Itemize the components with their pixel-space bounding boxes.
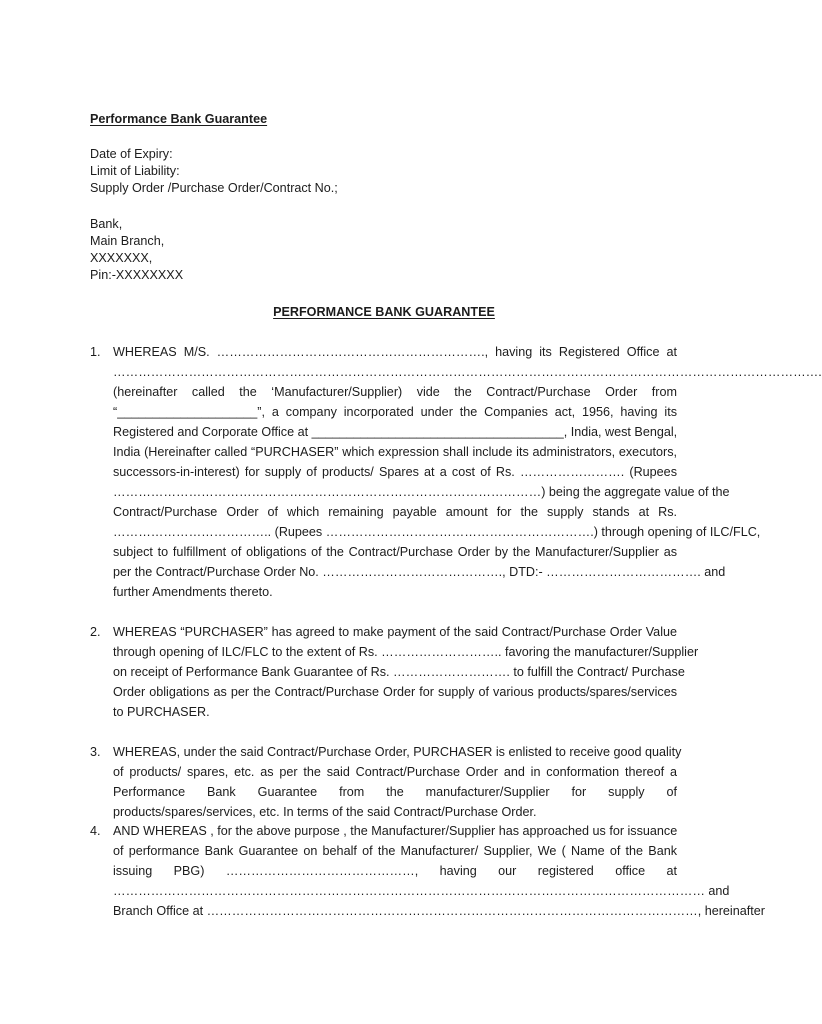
address-pin: Pin:-XXXXXXXX bbox=[90, 268, 184, 282]
clause-line: of performance Bank Guarantee on behalf of the Manufacturer/ Supplier, We ( Name of the Bank bbox=[113, 844, 677, 858]
clause-number: 1. bbox=[90, 345, 101, 359]
clause-line: successors-in-interest) for supply of products/ Spares at a cost of Rs. ……………………. (Rupees bbox=[113, 465, 677, 479]
clause-line: further Amendments thereto. bbox=[113, 585, 273, 599]
clause-line: AND WHEREAS , for the above purpose , the Manufacturer/Supplier has approached us for issuance bbox=[113, 824, 678, 838]
clause-4-text bbox=[113, 821, 765, 921]
clause-1-text bbox=[113, 342, 822, 602]
clause-number: 4. bbox=[90, 824, 101, 838]
clause-line: “____________________”, a company incorporated under the Companies act, 1956, having its bbox=[113, 405, 677, 419]
clause-line: ……………………………………………………………………………………………………………………………………………………. bbox=[113, 365, 822, 379]
address-branch: Main Branch, bbox=[90, 234, 165, 248]
address-bank: Bank, bbox=[90, 217, 123, 231]
limit-of-liability-field: Limit of Liability: bbox=[90, 164, 180, 178]
clause-line: to PURCHASER. bbox=[113, 705, 210, 719]
clause-line: on receipt of Performance Bank Guarantee of Rs. ………………………. to fulfill the Contract/ Purchase bbox=[113, 665, 685, 679]
clause-line: …………………………………………………………………………………………) being the aggregate value of the bbox=[113, 485, 730, 499]
clause-line: issuing PBG) ………………………………………, having our registered office at bbox=[113, 864, 677, 878]
clause-line: WHEREAS, under the said Contract/Purchase Order, PURCHASER is enlisted to receive good quality bbox=[113, 745, 682, 759]
clause-line: Performance Bank Guarantee from the manufacturer/Supplier for supply of bbox=[113, 785, 677, 799]
clause-line: through opening of ILC/FLC to the extent of Rs. ……………………….. favoring the manufacturer/Supplier bbox=[113, 645, 699, 659]
date-of-expiry-field: Date of Expiry: bbox=[90, 147, 173, 161]
clause-line: subject to fulfillment of obligations of the Contract/Purchase Order by the Manufacturer/Supplier as bbox=[113, 545, 677, 559]
clause-line: Registered and Corporate Office at ____________________________________, India, west Bengal, bbox=[113, 425, 678, 439]
clause-line: …………………………………………………………………………………………………………………………… and bbox=[113, 884, 730, 898]
clause-line: of products/ spares, etc. as per the said Contract/Purchase Order and in conformation thereof a bbox=[113, 765, 677, 779]
clause-line: per the Contract/Purchase Order No. ……………………………………., DTD:- ………………………………. and bbox=[113, 565, 726, 579]
section-heading: PERFORMANCE BANK GUARANTEE bbox=[273, 305, 495, 319]
clause-line: ……………………………….. (Rupees ……………………………………………………….) through opening of ILC/FLC, bbox=[113, 525, 761, 539]
clause-3-text bbox=[113, 742, 682, 822]
clause-line: WHEREAS “PURCHASER” has agreed to make payment of the said Contract/Purchase Order Value bbox=[113, 625, 677, 639]
clause-line: Contract/Purchase Order of which remaining payable amount for the supply stands at Rs. bbox=[113, 505, 677, 519]
clause-line: WHEREAS M/S. ………………………………………………………., having its Registered Office at bbox=[113, 345, 677, 359]
clause-line: Branch Office at ………………………………………………………………………………………………………, hereinafter bbox=[113, 904, 765, 918]
clause-line: India (Hereinafter called “PURCHASER” which expression shall include its administrators, executors, bbox=[113, 445, 677, 459]
clause-number: 3. bbox=[90, 745, 101, 759]
clause-number: 2. bbox=[90, 625, 101, 639]
address-city: XXXXXXX, bbox=[90, 251, 153, 265]
clause-2-text bbox=[113, 622, 699, 722]
clause-line: Order obligations as per the Contract/Purchase Order for supply of various products/spares/services bbox=[113, 685, 677, 699]
document-title: Performance Bank Guarantee bbox=[90, 112, 268, 126]
supply-order-field: Supply Order /Purchase Order/Contract No.; bbox=[90, 181, 338, 195]
clause-line: products/spares/services, etc. In terms of the said Contract/Purchase Order. bbox=[113, 805, 537, 819]
clause-line: (hereinafter called the ‘Manufacturer/Supplier) vide the Contract/Purchase Order from bbox=[113, 385, 677, 399]
